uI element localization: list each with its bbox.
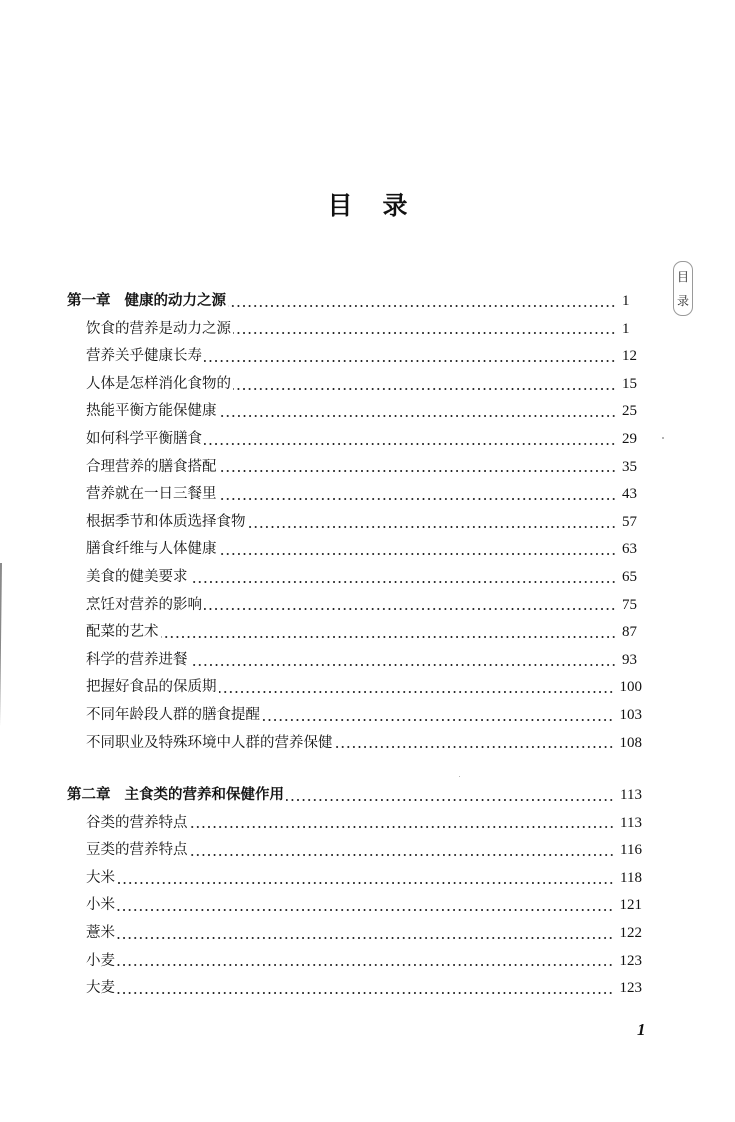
dot-leader: [204, 443, 616, 445]
page-number: 15: [622, 375, 637, 392]
entry-title: 美食的健美要求: [86, 568, 188, 585]
toc-chapter-1[interactable]: [67, 288, 642, 316]
toc-entry[interactable]: [67, 619, 642, 647]
entry-title: 豆类的营养特点: [86, 842, 188, 859]
page-number: 93: [622, 651, 637, 668]
scan-edge-line: [0, 563, 2, 1122]
entry-title: 营养就在一日三餐里: [86, 486, 217, 503]
dot-leader: [219, 498, 617, 500]
page-number: 87: [622, 624, 637, 641]
entry-title: 根据季节和体质选择食物: [86, 513, 246, 530]
page-number: 1: [622, 293, 630, 309]
scan-speck: [662, 437, 664, 439]
page-number: 118: [620, 869, 642, 886]
entry-title: 大麦: [86, 980, 115, 997]
dot-leader: [190, 854, 615, 856]
entry-title: 合理营养的膳食搭配: [86, 458, 217, 475]
chapter-number: 第一章: [67, 293, 111, 309]
chapter-title: 健康的动力之源: [124, 293, 226, 309]
page-number: 63: [622, 541, 637, 558]
toc-entry[interactable]: [67, 398, 642, 426]
toc-entry[interactable]: [67, 454, 642, 482]
page-number: 103: [619, 706, 642, 723]
dot-leader: [204, 608, 616, 610]
entry-title: 营养关乎健康长寿: [86, 348, 202, 365]
dot-leader: [286, 799, 614, 801]
dot-leader: [190, 826, 615, 828]
entry-title: 不同职业及特殊环境中人群的营养保健: [86, 734, 333, 751]
page-number: 57: [622, 513, 637, 530]
page-number: 122: [619, 925, 642, 942]
dot-leader: [117, 937, 614, 939]
entry-title: 如何科学平衡膳食: [86, 430, 202, 447]
toc-chapter-2[interactable]: [67, 782, 642, 810]
toc-entry[interactable]: [67, 837, 642, 865]
page-number: 121: [619, 897, 642, 914]
page-number: 113: [620, 787, 642, 804]
toc-entry[interactable]: [67, 730, 642, 758]
entry-title: 不同年龄段人群的膳食提醒: [86, 706, 260, 723]
scan-speck: [459, 776, 460, 777]
page-number: 29: [622, 430, 637, 447]
page-number: 65: [622, 568, 637, 585]
dot-leader: [190, 581, 617, 583]
toc-entry[interactable]: [67, 810, 642, 838]
toc-entry[interactable]: [67, 481, 642, 509]
entry-title: 科学的营养进餐: [86, 651, 188, 668]
page-number: 12: [622, 348, 637, 365]
page-number: 123: [619, 952, 642, 969]
chapter-title: 主食类的营养和保健作用: [124, 787, 284, 804]
toc-entry[interactable]: [67, 371, 642, 399]
page-number: 108: [619, 734, 642, 751]
entry-title: 饮食的营养是动力之源: [86, 320, 231, 337]
page-title-char-1: 目: [327, 191, 353, 220]
dot-leader: [233, 388, 616, 390]
toc-entry[interactable]: [67, 343, 642, 371]
page-number: 25: [622, 403, 637, 420]
toc-entry[interactable]: [67, 702, 642, 730]
page-number: 123: [619, 980, 642, 997]
table-of-contents: [67, 288, 642, 1003]
dot-leader: [233, 332, 616, 334]
dot-leader: [262, 719, 614, 721]
page-number: 43: [622, 486, 637, 503]
dot-leader: [117, 882, 614, 884]
toc-entry[interactable]: [67, 647, 642, 675]
toc-entry[interactable]: [67, 509, 642, 537]
dot-leader: [117, 909, 614, 911]
dot-leader: [117, 964, 614, 966]
page-title-char-2: 录: [382, 191, 408, 220]
entry-title: 人体是怎样消化食物的: [86, 375, 231, 392]
page-number: 35: [622, 458, 637, 475]
toc-entry[interactable]: [67, 674, 642, 702]
entry-title: 大米: [86, 869, 115, 886]
dot-leader: [219, 415, 617, 417]
chapter-number: 第二章: [67, 787, 111, 804]
entry-title: 烹饪对营养的影响: [86, 596, 202, 613]
dot-leader: [219, 553, 617, 555]
page-number: 75: [622, 596, 637, 613]
side-tab-char-1: 目: [676, 270, 689, 285]
entry-title: 谷类的营养特点: [86, 814, 188, 831]
page-number: 116: [620, 842, 642, 859]
toc-entry[interactable]: [67, 948, 642, 976]
toc-entry[interactable]: [67, 892, 642, 920]
dot-leader: [219, 691, 614, 693]
entry-title: 配菜的艺术: [86, 624, 159, 641]
toc-entry[interactable]: [67, 316, 642, 344]
toc-entry[interactable]: [67, 426, 642, 454]
page-number: 100: [619, 679, 642, 696]
side-thumb-tab: [673, 261, 693, 316]
side-tab-char-2: 录: [676, 293, 689, 308]
dot-leader: [219, 470, 617, 472]
toc-entry[interactable]: [67, 564, 642, 592]
page-number: 113: [620, 814, 642, 831]
page-folio-number: 1: [637, 1020, 646, 1039]
dot-leader: [161, 636, 617, 638]
entry-title: 膳食纤维与人体健康: [86, 541, 217, 558]
page-title: [0, 186, 735, 222]
toc-entry[interactable]: [67, 975, 642, 1003]
entry-title: 热能平衡方能保健康: [86, 403, 217, 420]
entry-title: 小麦: [86, 952, 115, 969]
dot-leader: [190, 664, 617, 666]
toc-entry[interactable]: [67, 536, 642, 564]
entry-title: 把握好食品的保质期: [86, 679, 217, 696]
chapter-spacer: [67, 757, 642, 782]
dot-leader: [204, 360, 616, 362]
toc-entry[interactable]: [67, 865, 642, 893]
entry-title: 薏米: [86, 925, 115, 942]
entry-title: 小米: [86, 897, 115, 914]
toc-entry[interactable]: [67, 592, 642, 620]
dot-leader: [228, 305, 616, 307]
dot-leader: [248, 526, 617, 528]
page-number: 1: [622, 320, 630, 337]
dot-leader: [117, 992, 614, 994]
dot-leader: [335, 746, 614, 748]
toc-entry[interactable]: [67, 920, 642, 948]
